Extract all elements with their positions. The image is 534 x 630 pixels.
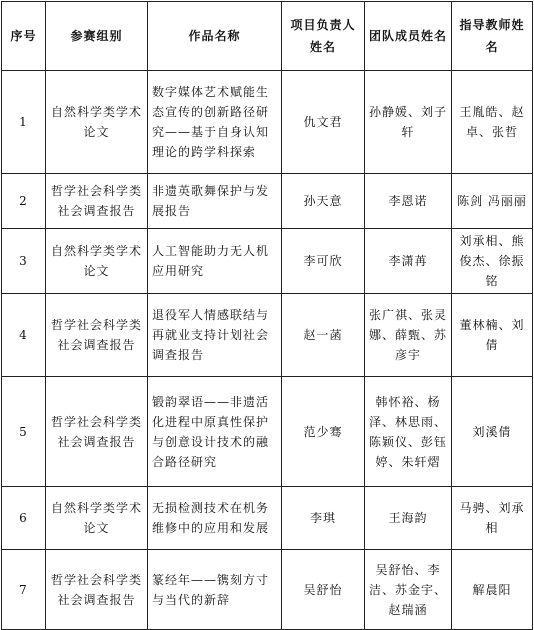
cell-advisor: 刘承相、熊俊杰、徐振铭 [452,229,533,294]
cell-members: 孙静媛、刘子轩 [365,71,452,174]
cell-advisor: 马骋、刘承相 [452,487,533,550]
table-row [2,229,533,294]
header-members: 团队成员姓名 [365,2,452,71]
header-work: 作品名称 [148,2,282,71]
cell-seq: 6 [2,487,46,550]
cell-category: 哲学社会科学类社会调查报告 [46,377,148,487]
table-row [2,550,533,630]
table-row [2,487,533,550]
cell-members: 李潇苒 [365,229,452,294]
cell-category: 自然科学类学术论文 [46,229,148,294]
cell-members: 吴舒怡、李洁、苏金宇、赵瑞涵 [365,550,452,630]
table-row [2,294,533,377]
cell-leader: 孙天意 [282,174,365,229]
cell-leader: 赵一菡 [282,294,365,377]
table-row [2,174,533,229]
table-row [2,71,533,174]
header-leader: 项目负责人姓名 [282,2,365,71]
cell-members: 韩怀裕、杨泽、林思雨、陈颖仪、彭钰婷、朱轩熠 [365,377,452,487]
cell-work: 人工智能助力无人机应用研究 [148,229,282,294]
header-advisor: 指导教师姓名 [452,2,533,71]
cell-seq: 5 [2,377,46,487]
cell-seq: 2 [2,174,46,229]
cell-advisor: 王胤皓、赵卓、张哲 [452,71,533,174]
table-header-row [2,2,533,71]
cell-advisor: 刘溪倩 [452,377,533,487]
cell-category: 哲学社会科学类社会调查报告 [46,294,148,377]
cell-seq: 3 [2,229,46,294]
cell-advisor: 陈剑 冯丽丽 [452,174,533,229]
cell-category: 哲学社会科学类社会调查报告 [46,174,148,229]
table-row [2,377,533,487]
cell-work: 篆经年——镌刻方寸与当代的新辞 [148,550,282,630]
header-category: 参赛组别 [46,2,148,71]
cell-leader: 吴舒怡 [282,550,365,630]
cell-work: 锻韵翠语——非遗活化进程中原真性保护与创意设计技术的融合路径研究 [148,377,282,487]
cell-seq: 7 [2,550,46,630]
cell-leader: 仇文君 [282,71,365,174]
cell-leader: 李可欣 [282,229,365,294]
header-seq: 序号 [2,2,46,71]
cell-seq: 4 [2,294,46,377]
cell-category: 自然科学类学术论文 [46,487,148,550]
cell-leader: 范少骞 [282,377,365,487]
cell-work: 数字媒体艺术赋能生态宣传的创新路径研究——基于自身认知理论的跨学科探索 [148,71,282,174]
cell-category: 哲学社会科学类社会调查报告 [46,550,148,630]
cell-category: 自然科学类学术论文 [46,71,148,174]
cell-work: 退役军人情感联结与再就业支持计划社会调查报告 [148,294,282,377]
cell-members: 李恩诺 [365,174,452,229]
cell-work: 无损检测技术在机务维修中的应用和发展 [148,487,282,550]
cell-seq: 1 [2,71,46,174]
cell-leader: 李琪 [282,487,365,550]
cell-work: 非遗英歌舞保护与发展报告 [148,174,282,229]
cell-members: 王海韵 [365,487,452,550]
awards-table [1,1,533,630]
cell-advisor: 董林楠、刘倩 [452,294,533,377]
cell-advisor: 解晨阳 [452,550,533,630]
cell-members: 张广祺、张灵娜、薛甄、苏彦宇 [365,294,452,377]
